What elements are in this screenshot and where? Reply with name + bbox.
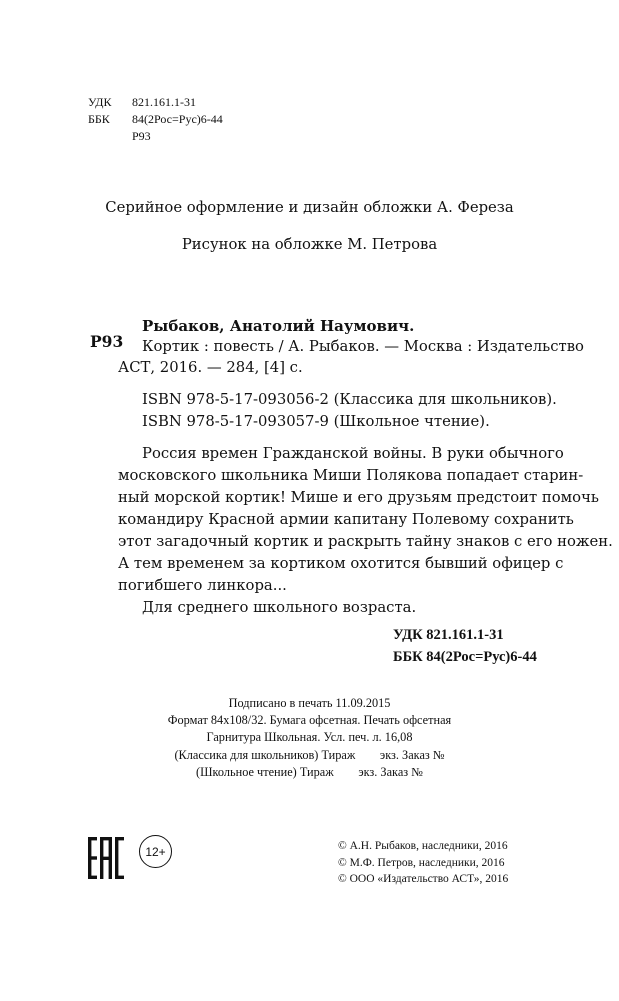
annotation-line: московского школьника Миши Полякова попадает старин-: [118, 467, 584, 484]
age-rating-text: 12+: [145, 844, 166, 859]
series-design-credit: Серийное оформление и дизайн обложки А. Фереза: [105, 199, 514, 216]
udk-label: УДК: [88, 95, 112, 109]
annotation-line: А тем временем за кортиком охотится бывший офицер с: [118, 555, 564, 572]
copyright-block: [338, 838, 508, 888]
bbk-label: ББК: [88, 112, 110, 126]
author-mark: Р93: [132, 129, 151, 143]
imprint-signed: Подписано в печать 11.09.2015: [228, 696, 391, 710]
imprint-format: Формат 84x108/32. Бумага офсетная. Печать офсетная: [167, 713, 452, 728]
imprint-run-1: (Классика для школьников) Тираж экз. Заказ №: [174, 747, 445, 762]
annotation-line: ный морской кортик! Мише и его друзьям предстоит помочь: [118, 489, 599, 506]
bbk-value: 84(2Рос=Рус)6-44: [132, 112, 223, 126]
catalog-author: Рыбаков, Анатолий Наумович.: [142, 317, 415, 335]
annotation-line: погибшего линкора...: [118, 577, 287, 594]
udk-full: УДК 821.161.1-31: [393, 627, 504, 643]
copyright-line: © ООО «Издательство АСТ», 2016: [338, 873, 509, 885]
copyright-line: © А.Н. Рыбаков, наследники, 2016: [338, 840, 508, 852]
imprint-run-2: (Школьное чтение) Тираж экз. Заказ №: [196, 764, 423, 779]
imprint-typeface: Гарнитура Школьная. Усл. печ. л. 16,08: [206, 730, 413, 745]
age-note: Для среднего школьного возраста.: [142, 599, 417, 616]
annotation-line: этот загадочный кортик и раскрыть тайну знаков с его ножен.: [118, 533, 613, 550]
classification-block: [393, 624, 537, 668]
annotation-line: командиру Красной армии капитану Полевому сохранить: [118, 511, 574, 528]
catalog-line-1: Кортик : повесть / А. Рыбаков. — Москва : Издательство: [142, 338, 584, 355]
copyright-line: © М.Ф. Петров, наследники, 2016: [338, 856, 505, 869]
bbk-full: ББК 84(2Рос=Рус)6-44: [393, 649, 537, 665]
catalog-code: Р93: [90, 332, 124, 351]
catalog-line-2: АСТ, 2016. — 284, [4] с.: [118, 359, 303, 376]
isbn-2: ISBN 978-5-17-093057-9 (Школьное чтение).: [142, 413, 490, 430]
index-codes: [88, 94, 223, 145]
imprint-block: [0, 695, 619, 781]
isbn-1: ISBN 978-5-17-093056-2 (Классика для школьников).: [142, 391, 557, 408]
cover-art-credit: Рисунок на обложке М. Петрова: [181, 236, 438, 253]
annotation-line: Россия времен Гражданской войны. В руки обычного: [142, 445, 564, 462]
age-rating-badge: [139, 835, 172, 868]
eac-mark-icon: [88, 837, 124, 879]
udk-value: 821.161.1-31: [132, 95, 196, 109]
